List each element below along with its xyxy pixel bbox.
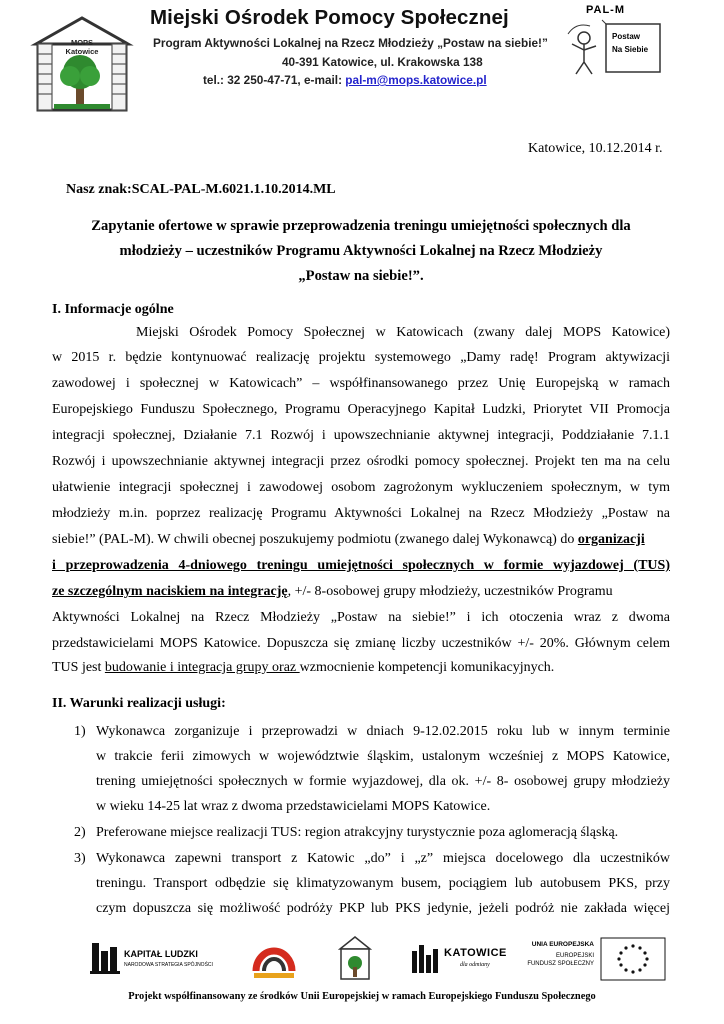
eu-logo: [518, 937, 670, 981]
pal-m-logo-title: PAL-M: [586, 4, 626, 16]
katowice-logo: [410, 941, 520, 977]
header-contact: [203, 73, 487, 87]
section-1-line: ułatwienie integracji społecznej i zawodowej osobom zagrożonym wykluczeniem społecznym, w tym: [52, 480, 670, 495]
eu-subtitle-1: EUROPEJSKI: [555, 953, 594, 959]
section-1-line-14-a: TUS jest: [52, 660, 105, 675]
kapital-ludzki-icon: [90, 939, 120, 975]
katowice-text: KATOWICE: [444, 947, 507, 959]
section-1-line-9-text: siebie!” (PAL-M). W chwili obecnej poszukujemy podmiotu (zwanego dalej Wykonawcą) do: [52, 532, 578, 547]
section-1-line: młodzieży m.in. poprzez realizację Programu Aktywności Lokalnej na Rzecz Młodzieży „Postaw na: [52, 506, 670, 521]
section-1-line: integracji społecznej, Działanie 7.1 Rozwój i upowszechnianie aktywnej integracji, Poddziałanie 7.1.1: [52, 428, 670, 443]
mops-logo-text: MOPS Katowice: [65, 38, 99, 56]
mops-small-logo: [338, 935, 372, 981]
section-1-line: [52, 528, 670, 551]
eu-flag-icon: [600, 937, 666, 981]
eu-title: UNIA EUROPEJSKA: [531, 941, 594, 948]
list-item-line: trening umiejętności społecznych w formie wyjazdowej, dla ok. +/- 8- osobowej grupy młodzieży: [96, 774, 670, 789]
emphasis-training-description: i przeprowadzenia 4-dniowego treningu umiejętności społecznych w formie wyjazdowej (TUS): [52, 558, 670, 573]
title-line-3: „Postaw na siebie!”.: [298, 268, 424, 284]
emphasis-integration: ze szczególnym naciskiem na integrację: [52, 584, 288, 599]
section-1-line: Miejski Ośrodek Pomocy Społecznej w Katowicach (zwany dalej MOPS Katowice): [136, 325, 670, 340]
emphasis-group-building: budowanie i integracja grupy oraz: [104, 660, 300, 675]
footer-cofinancing-note: Projekt współfinansowany ze środków Unii Europejskiej w ramach Europejskiego Funduszu Społecznego: [128, 991, 596, 1002]
kapital-ludzki-subtitle: NARODOWA STRATEGIA SPÓJNOŚCI: [124, 962, 213, 968]
header-email-link[interactable]: pal-m@mops.katowice.pl: [345, 73, 487, 87]
list-item-line: Wykonawca zapewni transport z Katowic „do” i „z” miejsca docelowego dla uczestników: [96, 851, 670, 866]
list-item-number: 3): [74, 851, 86, 866]
footer-logo-strip: [90, 935, 670, 983]
section-1-line-14-c: wzmocnienie kompetencji komunikacyjnych.: [299, 660, 555, 675]
eu-subtitle-2: FUNDUSZ SPOŁECZNY: [527, 961, 594, 967]
list-item-line: Wykonawca zorganizuje i przeprowadzi w dniach 9-12.02.2015 roku lub w innym terminie: [96, 724, 670, 739]
section-1-line: przedstawicielami MOPS Katowice. Dopuszcza się zmianę liczby uczestników +/- 20%. Głównym celem: [52, 636, 670, 651]
title-line-1: Zapytanie ofertowe w sprawie przeprowadzenia treningu umiejętności społecznych dla: [91, 218, 631, 234]
kapital-ludzki-logo: [90, 939, 213, 979]
section-1-line: zawodowej i społecznej w Katowicach” – współfinansowanego przez Unię Europejską w ramach: [52, 376, 670, 391]
title-line-2: młodzieży – uczestników Programu Aktywności Lokalnej na Rzecz Młodzieży: [119, 243, 603, 259]
list-item-number: 2): [74, 825, 86, 840]
mops-logo: [30, 14, 134, 114]
list-item-line: w trakcie ferii zimowych w województwie śląskim, ustalonym wcześniej z MOPS Katowice,: [96, 749, 670, 764]
pal-m-logo-text: Postaw Na Siebie: [612, 32, 649, 54]
section-1-line: Europejskiego Funduszu Społecznego, Programu Operacyjnego Kapitał Ludzki, Priorytet VII Promocja: [52, 402, 670, 417]
reference-number: Nasz znak:SCAL-PAL-M.6021.1.10.2014.ML: [66, 182, 336, 197]
list-item-line: czym dopuszcza się możliwość podróży PKP lub PKS jedynie, jeżeli podróż nie zakłada więcej: [96, 901, 670, 916]
section-1-line: [52, 580, 670, 603]
document-date: Katowice, 10.12.2014 r.: [528, 141, 663, 156]
list-item-line: treningu. Transport odbędzie się klimatyzowanym busem, pociągiem lub autobusem PKS, przy: [96, 876, 670, 891]
list-item-number: 1): [74, 724, 86, 739]
header-title: Miejski Ośrodek Pomocy Społecznej: [150, 6, 509, 29]
kapital-ludzki-title: KAPITAŁ LUDZKI: [124, 949, 198, 959]
document-title: [52, 214, 670, 289]
header-phone: tel.: 32 250-47-71, e-mail:: [203, 73, 346, 87]
katowice-icon: [410, 941, 440, 975]
section-1-heading: I. Informacje ogólne: [52, 302, 174, 317]
section-1-line-11-text: , +/- 8-osobowej grupy młodzieży, uczestników Programu: [287, 584, 613, 599]
katowice-slogan: dla odmiany: [460, 962, 490, 968]
section-1-line: w 2015 r. będzie kontynuować realizację projektu systemowego „Damy radę! Program aktywizacji: [52, 350, 670, 365]
list-item-line: Preferowane miejsce realizacji TUS: region atrakcyjny turystycznie poza aglomeracją śląską.: [96, 825, 619, 840]
section-1-line: Aktywności Lokalnej na Rzecz Młodzieży „Postaw na siebie!” i ich otoczenia wraz z dwoma: [52, 610, 670, 625]
section-1-line: Rozwój i upowszechnianie aktywnej integracji przez ośrodki pomocy społecznej. Projekt ten ma na celu: [52, 454, 670, 469]
emphasis-organizacji: organizacji: [577, 532, 645, 547]
section-1-line: [52, 656, 554, 679]
header-address: 40-391 Katowice, ul. Krakowska 138: [282, 55, 483, 69]
pal-m-logo: [562, 4, 674, 76]
project-arch-logo: [250, 937, 298, 981]
section-2-heading: II. Warunki realizacji usługi:: [52, 696, 226, 711]
list-item-line: w wieku 14-25 lat wraz z dwoma przedstawicielami MOPS Katowice.: [96, 799, 491, 814]
header-program: Program Aktywności Lokalnej na Rzecz Młodzieży „Postaw na siebie!”: [153, 36, 548, 50]
